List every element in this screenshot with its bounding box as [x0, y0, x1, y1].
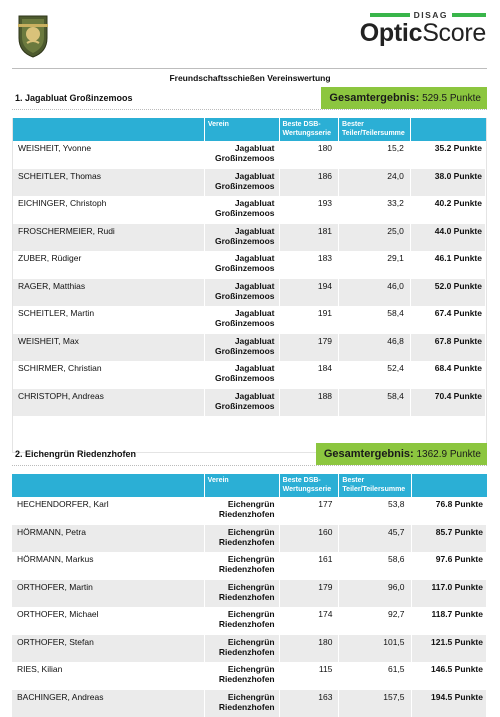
result-cell: 52.0 Punkte	[410, 279, 485, 307]
teiler-cell: 33,2	[339, 196, 411, 224]
club-cell: Jagabluat Großinzemoos	[204, 361, 279, 389]
club-cell: Eichengrün Riedenzhofen	[204, 580, 279, 608]
club-cell: Jagabluat Großinzemoos	[204, 224, 279, 252]
shooter-name: FROSCHERMEIER, Rudi	[13, 224, 204, 252]
serie-cell: 179	[279, 334, 339, 362]
teiler-cell: 101,5	[339, 635, 411, 663]
shooter-name: SCHEITLER, Thomas	[13, 169, 204, 197]
shooter-name: ORTHOFER, Michael	[12, 607, 204, 635]
shooter-name: HÖRMANN, Markus	[12, 552, 204, 580]
table-row	[12, 497, 487, 525]
result-cell: 97.6 Punkte	[411, 552, 486, 580]
club-cell: Jagabluat Großinzemoos	[204, 196, 279, 224]
results-table	[12, 474, 487, 717]
club-cell: Jagabluat Großinzemoos	[204, 279, 279, 307]
shooter-name: EICHINGER, Christoph	[13, 196, 204, 224]
col-teiler-header: Bester Teiler/Teilersumme	[339, 474, 411, 497]
table-row	[12, 552, 487, 580]
teiler-cell: 157,5	[339, 690, 411, 717]
document-title: Freundschaftsschießen Vereinswertung	[0, 73, 500, 83]
teiler-cell: 45,7	[339, 525, 411, 553]
result-cell: 35.2 Punkte	[410, 141, 485, 169]
club-cell: Jagabluat Großinzemoos	[204, 334, 279, 362]
shooter-name: ORTHOFER, Stefan	[12, 635, 204, 663]
shooter-name: ZUBER, Rüdiger	[13, 251, 204, 279]
club-cell: Jagabluat Großinzemoos	[204, 141, 279, 169]
club-section-1	[12, 87, 487, 453]
shooter-name: RIES, Kilian	[12, 662, 204, 690]
teiler-cell: 15,2	[339, 141, 411, 169]
table-row	[12, 525, 487, 553]
serie-cell: 186	[279, 169, 339, 197]
serie-cell: 179	[279, 580, 339, 608]
total-score-badge	[316, 443, 487, 465]
serie-cell: 183	[279, 251, 339, 279]
serie-cell: 163	[279, 690, 339, 717]
table-header-row	[12, 474, 487, 497]
serie-cell: 188	[279, 389, 339, 417]
serie-cell: 181	[279, 224, 339, 252]
table-row	[13, 334, 486, 362]
serie-cell: 184	[279, 361, 339, 389]
teiler-cell: 29,1	[339, 251, 411, 279]
serie-cell: 191	[279, 306, 339, 334]
table-row	[13, 279, 486, 307]
col-teiler-header: Bester Teiler/Teilersumme	[339, 118, 411, 141]
shooter-name: CHRISTOPH, Andreas	[13, 389, 204, 417]
result-cell: 40.2 Punkte	[410, 196, 485, 224]
teiler-cell: 58,4	[339, 389, 411, 417]
table-row	[12, 662, 487, 690]
shooter-name: HECHENDORFER, Karl	[12, 497, 204, 525]
result-cell: 70.4 Punkte	[410, 389, 485, 417]
club-cell: Eichengrün Riedenzhofen	[204, 635, 279, 663]
club-crest-logo	[16, 12, 50, 58]
club-cell: Jagabluat Großinzemoos	[204, 389, 279, 417]
serie-cell: 161	[279, 552, 339, 580]
shooter-name: HÖRMANN, Petra	[12, 525, 204, 553]
serie-cell: 174	[279, 607, 339, 635]
result-cell: 117.0 Punkte	[411, 580, 486, 608]
club-title: 1. Jagabluat Großinzemoos	[15, 93, 133, 103]
shooter-name: ORTHOFER, Martin	[12, 580, 204, 608]
teiler-cell: 58,6	[339, 552, 411, 580]
result-cell: 46.1 Punkte	[410, 251, 485, 279]
disag-opticscore-logo	[346, 10, 486, 45]
club-cell: Eichengrün Riedenzhofen	[204, 497, 279, 525]
club-cell: Jagabluat Großinzemoos	[204, 169, 279, 197]
teiler-cell: 58,4	[339, 306, 411, 334]
table-row	[12, 635, 487, 663]
table-row	[12, 607, 487, 635]
club-cell: Eichengrün Riedenzhofen	[204, 690, 279, 717]
table-row	[13, 361, 486, 389]
result-cell: 67.8 Punkte	[410, 334, 485, 362]
total-label: Gesamtergebnis:	[324, 448, 414, 460]
shooter-name: SCHIRMER, Christian	[13, 361, 204, 389]
brand-optic: Optic	[360, 19, 422, 47]
total-value: 1362.9 Punkte	[417, 449, 482, 460]
col-serie-header: Beste DSB- Wertungsserie	[279, 474, 339, 497]
club-cell: Jagabluat Großinzemoos	[204, 306, 279, 334]
result-cell: 121.5 Punkte	[411, 635, 486, 663]
club-cell: Eichengrün Riedenzhofen	[204, 525, 279, 553]
club-section-2	[12, 443, 487, 717]
club-title: 2. Eichengrün Riedenzhofen	[15, 449, 136, 459]
teiler-cell: 53,8	[339, 497, 411, 525]
table-row	[13, 141, 486, 169]
result-cell: 68.4 Punkte	[410, 361, 485, 389]
table-row	[13, 306, 486, 334]
result-cell: 85.7 Punkte	[411, 525, 486, 553]
club-cell: Eichengrün Riedenzhofen	[204, 552, 279, 580]
result-cell: 38.0 Punkte	[410, 169, 485, 197]
total-label: Gesamtergebnis:	[329, 92, 419, 104]
total-value: 529.5 Punkte	[422, 93, 481, 104]
teiler-cell: 24,0	[339, 169, 411, 197]
header-divider	[12, 68, 487, 69]
shooter-name: WEISHEIT, Yvonne	[13, 141, 204, 169]
teiler-cell: 61,5	[339, 662, 411, 690]
col-name-header	[13, 118, 204, 141]
table-row	[13, 251, 486, 279]
table-row	[13, 169, 486, 197]
teiler-cell: 92,7	[339, 607, 411, 635]
col-serie-header: Beste DSB- Wertungsserie	[279, 118, 339, 141]
serie-cell: 115	[279, 662, 339, 690]
col-result-header	[410, 118, 485, 141]
teiler-cell: 46,8	[339, 334, 411, 362]
total-score-badge	[321, 87, 487, 109]
serie-cell: 177	[279, 497, 339, 525]
serie-cell: 180	[279, 141, 339, 169]
col-name-header	[12, 474, 204, 497]
col-result-header	[411, 474, 486, 497]
table-row	[12, 580, 487, 608]
serie-cell: 160	[279, 525, 339, 553]
shooter-name: BACHINGER, Andreas	[12, 690, 204, 717]
shooter-name: RAGER, Matthias	[13, 279, 204, 307]
result-cell: 67.4 Punkte	[410, 306, 485, 334]
teiler-cell: 96,0	[339, 580, 411, 608]
brand-top-text: DISAG	[414, 10, 448, 20]
serie-cell: 193	[279, 196, 339, 224]
table-row	[13, 389, 486, 417]
teiler-cell: 25,0	[339, 224, 411, 252]
table-row	[13, 224, 486, 252]
teiler-cell: 46,0	[339, 279, 411, 307]
teiler-cell: 52,4	[339, 361, 411, 389]
col-verein-header: Verein	[204, 474, 279, 497]
brand-score: Score	[422, 19, 486, 47]
col-verein-header: Verein	[204, 118, 279, 141]
club-cell: Eichengrün Riedenzhofen	[204, 662, 279, 690]
result-cell: 146.5 Punkte	[411, 662, 486, 690]
result-cell: 118.7 Punkte	[411, 607, 486, 635]
shooter-name: SCHEITLER, Martin	[13, 306, 204, 334]
serie-cell: 194	[279, 279, 339, 307]
club-cell: Jagabluat Großinzemoos	[204, 251, 279, 279]
table-header-row	[13, 118, 486, 141]
serie-cell: 180	[279, 635, 339, 663]
result-cell: 76.8 Punkte	[411, 497, 486, 525]
table-row	[13, 196, 486, 224]
table-row	[12, 690, 487, 717]
result-cell: 44.0 Punkte	[410, 224, 485, 252]
shooter-name: WEISHEIT, Max	[13, 334, 204, 362]
result-cell: 194.5 Punkte	[411, 690, 486, 717]
results-table	[13, 118, 486, 452]
club-cell: Eichengrün Riedenzhofen	[204, 607, 279, 635]
